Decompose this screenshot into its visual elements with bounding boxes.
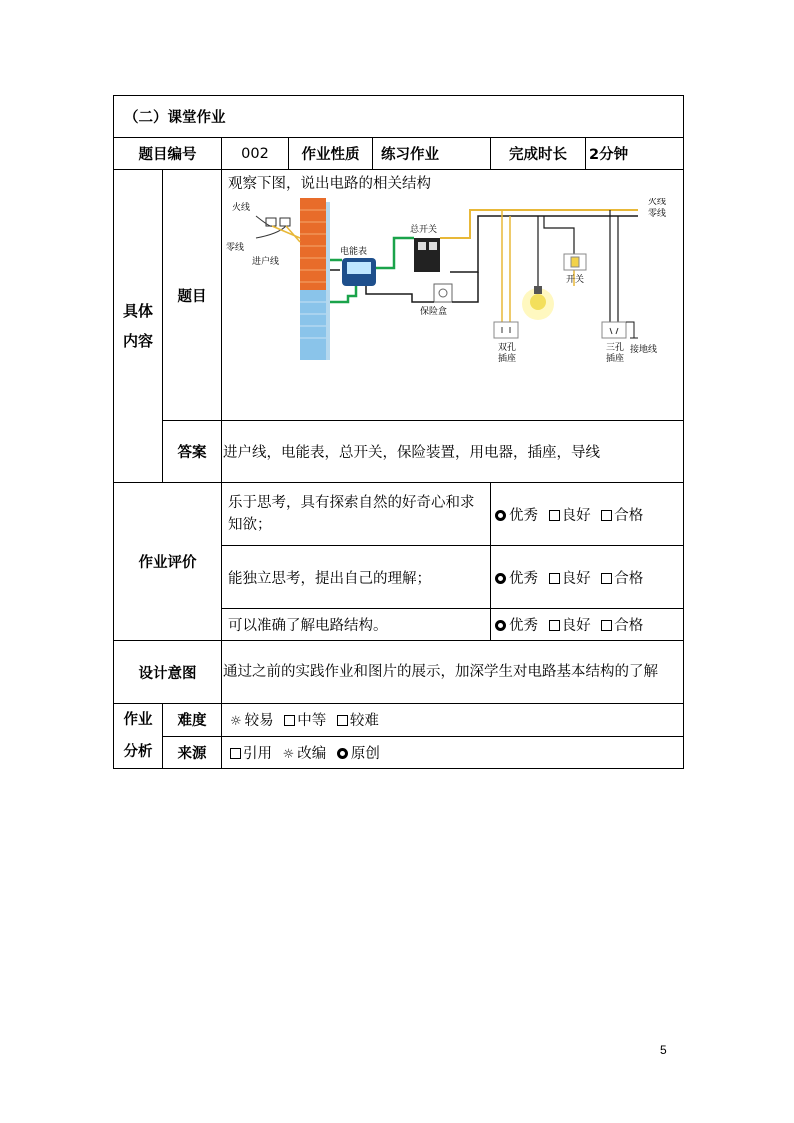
checkbox-icon[interactable] — [284, 715, 295, 726]
double-socket-icon — [494, 322, 518, 338]
checkbox-icon[interactable] — [601, 510, 612, 521]
label-fuse-box: 保险盒 — [420, 307, 448, 317]
option-excellent: 优秀 — [509, 570, 538, 587]
label-double-socket-2: 插座 — [498, 354, 517, 364]
label-entry-wire: 进户线 — [252, 257, 280, 267]
brick-wall — [300, 198, 330, 360]
eval-options-3 — [491, 609, 684, 641]
eval-options-2 — [491, 546, 684, 609]
checkbox-icon[interactable] — [230, 748, 241, 759]
triple-socket-icon — [602, 322, 626, 338]
checkbox-icon[interactable] — [549, 620, 560, 631]
checkbox-icon[interactable] — [601, 620, 612, 631]
label-double-socket-1: 双孔 — [498, 343, 517, 353]
duration-value: 2分钟 — [586, 138, 684, 170]
option-easy: 较易 — [244, 713, 274, 730]
label-zero-wire-right: 零线 — [648, 209, 667, 219]
option-hard: 较难 — [349, 713, 379, 730]
option-good: 良好 — [561, 507, 591, 524]
content-group-label: 具体内容 — [114, 170, 163, 483]
main-switch-icon — [414, 238, 440, 272]
page-number: 5 — [660, 1043, 667, 1057]
circuit-diagram — [226, 198, 678, 364]
option-excellent: 优秀 — [509, 618, 538, 634]
option-excellent: 优秀 — [509, 507, 538, 524]
type-label: 作业性质 — [289, 138, 373, 170]
light-switch-icon — [564, 254, 586, 270]
answer-text: 进户线，电能表，总开关，保险装置，用电器，插座，导线 — [222, 421, 684, 483]
design-text: 通过之前的实践作业和图片的展示，加深学生对电路基本结构的了解 — [222, 641, 684, 704]
question-text: 观察下图，说出电路的相关结构 — [228, 176, 431, 192]
eval-criterion-2: 能独立思考，提出自己的理解； — [222, 546, 491, 609]
option-pass: 合格 — [614, 618, 644, 634]
eval-criterion-3: 可以准确了解电路结构。 — [222, 609, 491, 641]
eval-criterion-1: 乐于思考，具有探索自然的好奇心和求知欲； — [222, 483, 491, 546]
label-fire-wire-right: 火线 — [648, 198, 667, 207]
light-bulb-icon — [522, 286, 554, 320]
sun-bullet-icon[interactable]: ☼ — [282, 746, 295, 762]
homework-table — [113, 95, 684, 769]
option-cited: 引用 — [243, 745, 272, 762]
option-adapted: 改编 — [297, 745, 327, 762]
option-pass: 合格 — [614, 570, 644, 587]
evaluation-label: 作业评价 — [114, 483, 222, 641]
label-zero-wire: 零线 — [226, 243, 245, 253]
design-label: 设计意图 — [114, 641, 222, 704]
id-value: 002 — [222, 138, 289, 170]
answer-label: 答案 — [163, 421, 222, 483]
question-label: 题目 — [163, 170, 222, 421]
meter-icon — [342, 258, 376, 286]
checkbox-icon[interactable] — [337, 715, 348, 726]
label-main-switch: 总开关 — [410, 225, 438, 235]
sun-bullet-icon[interactable]: ☼ — [230, 714, 242, 730]
id-label: 题目编号 — [114, 138, 222, 170]
label-ground-wire: 接地线 — [630, 345, 658, 355]
insulator-pair — [266, 218, 290, 226]
label-switch: 开关 — [566, 275, 585, 285]
section-title: （二）课堂作业 — [114, 96, 684, 138]
analysis-label: 作业 分析 — [114, 704, 163, 769]
label-triple-socket-1: 三孔 — [606, 343, 625, 353]
selected-radio-icon[interactable] — [495, 620, 506, 631]
difficulty-label: 难度 — [163, 704, 222, 737]
difficulty-options — [222, 704, 684, 737]
option-good: 良好 — [561, 570, 591, 587]
source-options — [222, 736, 684, 769]
type-value: 练习作业 — [373, 138, 491, 170]
label-triple-socket-2: 插座 — [606, 354, 625, 364]
selected-radio-icon[interactable] — [337, 748, 348, 759]
option-medium: 中等 — [297, 713, 327, 730]
selected-radio-icon[interactable] — [495, 510, 506, 521]
checkbox-icon[interactable] — [601, 573, 612, 584]
eval-options-1 — [491, 483, 684, 546]
option-good: 良好 — [561, 618, 591, 634]
source-label: 来源 — [163, 736, 222, 769]
fuse-box-icon — [434, 284, 452, 302]
selected-radio-icon[interactable] — [495, 573, 506, 584]
label-fire-wire: 火线 — [232, 203, 251, 213]
checkbox-icon[interactable] — [549, 510, 560, 521]
question-cell — [222, 170, 684, 421]
checkbox-icon[interactable] — [549, 573, 560, 584]
duration-label: 完成时长 — [491, 138, 586, 170]
label-meter: 电能表 — [340, 247, 368, 257]
option-pass: 合格 — [614, 507, 644, 524]
option-original: 原创 — [350, 745, 380, 762]
